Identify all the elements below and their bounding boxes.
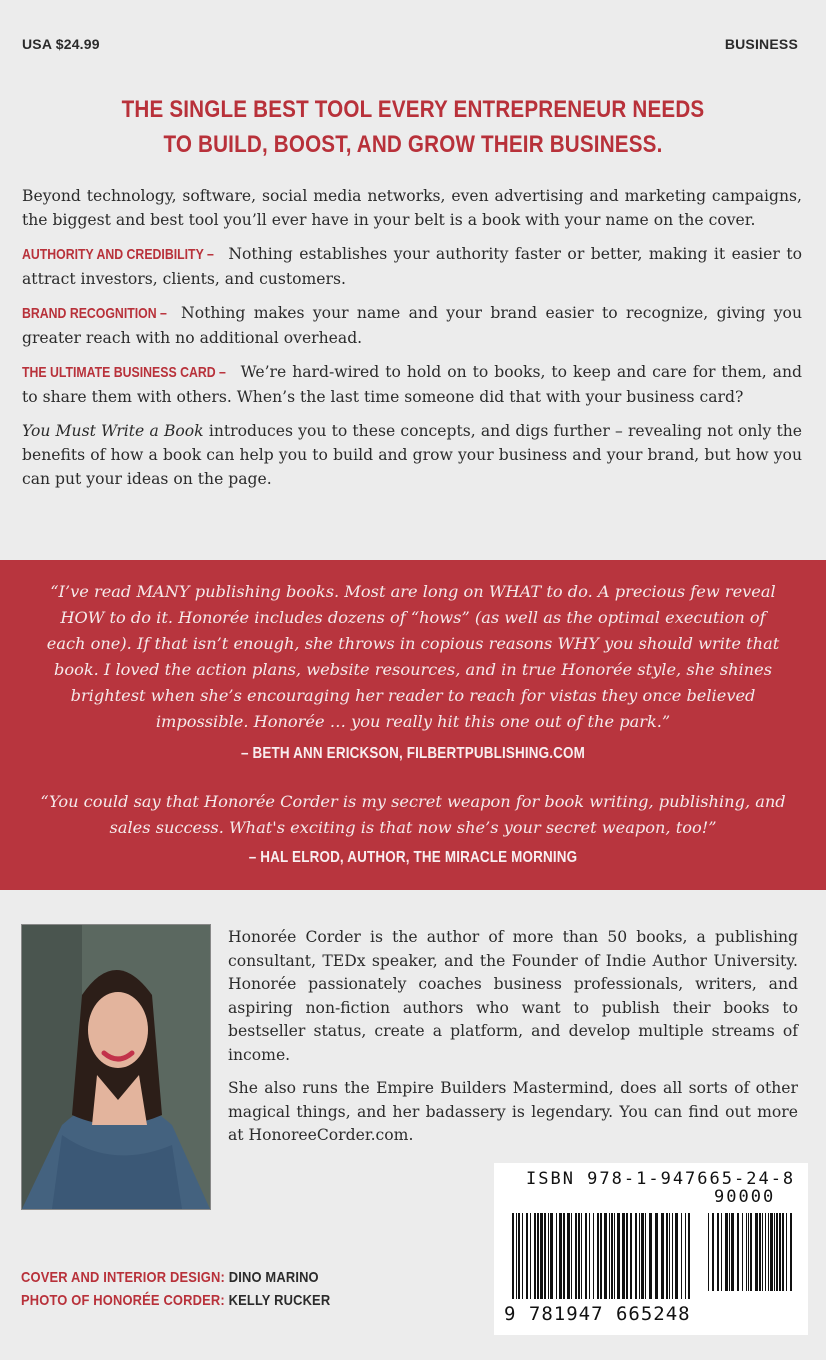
credits: [21, 1266, 330, 1312]
barcode-bar: [635, 1213, 637, 1299]
author-portrait-photo: [21, 924, 211, 1210]
barcode-addon-bar: [765, 1213, 766, 1291]
barcode-bar: [530, 1213, 531, 1299]
barcode-bar: [672, 1213, 673, 1299]
testimonial-attribution: – HAL ELROD, AUTHOR, THE MIRACLE MORNING: [248, 849, 578, 866]
portrait-illustration: [22, 925, 210, 1209]
headline: [58, 92, 768, 162]
barcode-addon-bar: [731, 1213, 734, 1291]
barcode-bar: [516, 1213, 517, 1299]
barcode-addon-bar: [786, 1213, 787, 1291]
credit-value: KELLY RUCKER: [228, 1292, 331, 1309]
barcode-addon-bar: [770, 1213, 773, 1291]
closing-text: introduces you to these concepts, and digs further – revealing not only the benefits of how a book can help you to build and grow your business and your brand, but how you can put your ideas on the page.: [22, 422, 802, 488]
barcode-bar: [600, 1213, 602, 1299]
barcode-bar: [617, 1213, 620, 1299]
barcode-addon-bar: [776, 1213, 778, 1291]
barcode-bar: [544, 1213, 546, 1299]
category-label: BUSINESS: [724, 36, 798, 52]
barcode-bar: [575, 1213, 577, 1299]
point-lead: AUTHORITY AND CREDIBILITY –: [22, 246, 214, 263]
bio-paragraph: She also runs the Empire Builders Mastermind, does all sorts of other magical things, and her badassery is legendary. You can find out more at HonoreeCorder.com.: [228, 1079, 798, 1144]
barcode-bar: [522, 1213, 523, 1299]
barcode-bar: [626, 1213, 628, 1299]
barcode-addon-bar: [755, 1213, 758, 1291]
barcode-bar: [649, 1213, 652, 1299]
barcode-addon-bar: [790, 1213, 792, 1291]
testimonial-attribution: – BETH ANN ERICKSON, FILBERTPUBLISHING.COM: [240, 745, 586, 762]
barcode-addon-bar: [729, 1213, 730, 1291]
isbn-barcode: [494, 1163, 808, 1335]
barcode-addon-bar: [779, 1213, 781, 1291]
barcode-bar: [578, 1213, 580, 1299]
barcode-addon-bar: [746, 1213, 747, 1291]
barcode-bar: [548, 1213, 549, 1299]
barcode-bar: [614, 1213, 615, 1299]
barcode-addon-bar: [768, 1213, 769, 1291]
point-text: Nothing makes your name and your brand easier to recognize, giving you greater reach with no additional overhead.: [22, 304, 802, 347]
testimonial-band: [0, 560, 826, 890]
barcode-addon-bar: [750, 1213, 752, 1291]
barcode-addon-bar: [774, 1213, 775, 1291]
barcode-bar: [534, 1213, 536, 1299]
barcode-addon-bar: [725, 1213, 728, 1291]
barcode-bar: [563, 1213, 565, 1299]
credit-line: [21, 1266, 330, 1289]
barcode-addon-bar: [759, 1213, 761, 1291]
credit-label: PHOTO OF HONORÉE CORDER:: [21, 1292, 225, 1309]
headline-line-1: THE SINGLE BEST TOOL EVERY ENTREPRENEUR NEEDS: [121, 96, 705, 123]
top-bar: [22, 36, 798, 52]
price-code: 90000: [714, 1187, 776, 1207]
testimonial-quote: “You could say that Honorée Corder is my secret weapon for book writing, publishing, and sales success. What's exciting is that now she’s your secret weapon, too!”: [40, 792, 786, 837]
barcode-bar: [685, 1213, 686, 1299]
barcode-bar: [611, 1213, 613, 1299]
barcode-bar: [609, 1213, 610, 1299]
barcode-addon-bar: [708, 1213, 709, 1291]
author-bio: [228, 926, 798, 1158]
barcode-addon-bar: [748, 1213, 749, 1291]
barcode-bar: [559, 1213, 562, 1299]
point-lead: THE ULTIMATE BUSINESS CARD –: [22, 364, 226, 381]
barcode-bar: [550, 1213, 553, 1299]
testimonial-quote: “I’ve read MANY publishing books. Most are long on WHAT to do. A precious few reveal HOW to do it. Honorée includes dozens of “hows” (as well as the optimal execution of each one). If that isn’t enough, she throws in copious reasons WHY you should write that book. I loved the action plans, website resources, and in true Honorée style, she shines brightest when she’s encouraging her reader to reach for vistas they once believed impossible. Honorée … you really hit this one out of the park.”: [46, 582, 780, 731]
barcode-addon-bar: [737, 1213, 739, 1291]
barcode-bar: [537, 1213, 539, 1299]
barcode-bar: [556, 1213, 557, 1299]
barcode-bar: [655, 1213, 658, 1299]
point-lead: BRAND RECOGNITION –: [22, 305, 167, 322]
barcode-bar: [512, 1213, 514, 1299]
barcode-bar: [622, 1213, 625, 1299]
barcode-bar: [526, 1213, 528, 1299]
barcode-addon-bar: [721, 1213, 722, 1291]
barcode-bar: [675, 1213, 678, 1299]
barcode-bar: [630, 1213, 632, 1299]
barcode-bar: [639, 1213, 640, 1299]
barcode-bar: [593, 1213, 594, 1299]
barcode-bar: [567, 1213, 570, 1299]
credit-line: [21, 1289, 330, 1312]
point-authority: [22, 242, 802, 291]
bio-paragraph: Honorée Corder is the author of more than 50 books, a publishing consultant, TEDx speaker, and the Founder of Indie Author University. Honorée passionately coaches business professionals, writers, and aspiring non-fiction authors who want to publish their books to bestseller status, create a platform, and develop multiple streams of income.: [228, 928, 798, 1064]
barcode-bar: [540, 1213, 543, 1299]
barcode-bar: [645, 1213, 646, 1299]
barcode-addon-bar: [782, 1213, 784, 1291]
barcode-bar: [669, 1213, 670, 1299]
barcode-addon-bar: [712, 1213, 714, 1291]
closing-paragraph: [22, 419, 802, 491]
barcode-addon-bar: [717, 1213, 719, 1291]
barcode-bar: [688, 1213, 690, 1299]
book-title: You Must Write a Book: [22, 422, 204, 440]
point-brand: [22, 301, 802, 350]
barcode-bar: [581, 1213, 582, 1299]
isbn-number: ISBN 978-1-947665-24-8: [526, 1169, 796, 1189]
point-text: Nothing establishes your authority faster or better, making it easier to attract investors, clients, and customers.: [22, 245, 802, 288]
price-label: USA $24.99: [22, 36, 100, 52]
barcode-bar: [641, 1213, 644, 1299]
barcode-bar: [604, 1213, 607, 1299]
point-text: We’re hard-wired to hold on to books, to keep and care for them, and to share them with others. When’s the last time someone did that with your business card?: [22, 363, 802, 406]
barcode-addon-bar: [762, 1213, 763, 1291]
credit-label: COVER AND INTERIOR DESIGN:: [21, 1269, 225, 1286]
barcode-bar: [666, 1213, 668, 1299]
barcode-bar: [585, 1213, 587, 1299]
barcode-bar: [661, 1213, 664, 1299]
description: [22, 184, 802, 501]
credit-value: DINO MARINO: [228, 1269, 319, 1286]
barcode-bar: [571, 1213, 572, 1299]
intro-paragraph: Beyond technology, software, social media networks, even advertising and marketing campaigns, the biggest and best tool you’ll ever have in your belt is a book with your name on the cover.: [22, 187, 802, 229]
barcode-addon-bar: [742, 1213, 743, 1291]
barcode-bar: [681, 1213, 682, 1299]
barcode-bar: [518, 1213, 520, 1299]
barcode-bar: [589, 1213, 590, 1299]
point-business-card: [22, 360, 802, 409]
barcode-digits: 9 781947 665248: [504, 1303, 691, 1325]
headline-line-2: TO BUILD, BOOST, AND GROW THEIR BUSINESS.: [163, 131, 663, 158]
barcode-bar: [597, 1213, 599, 1299]
